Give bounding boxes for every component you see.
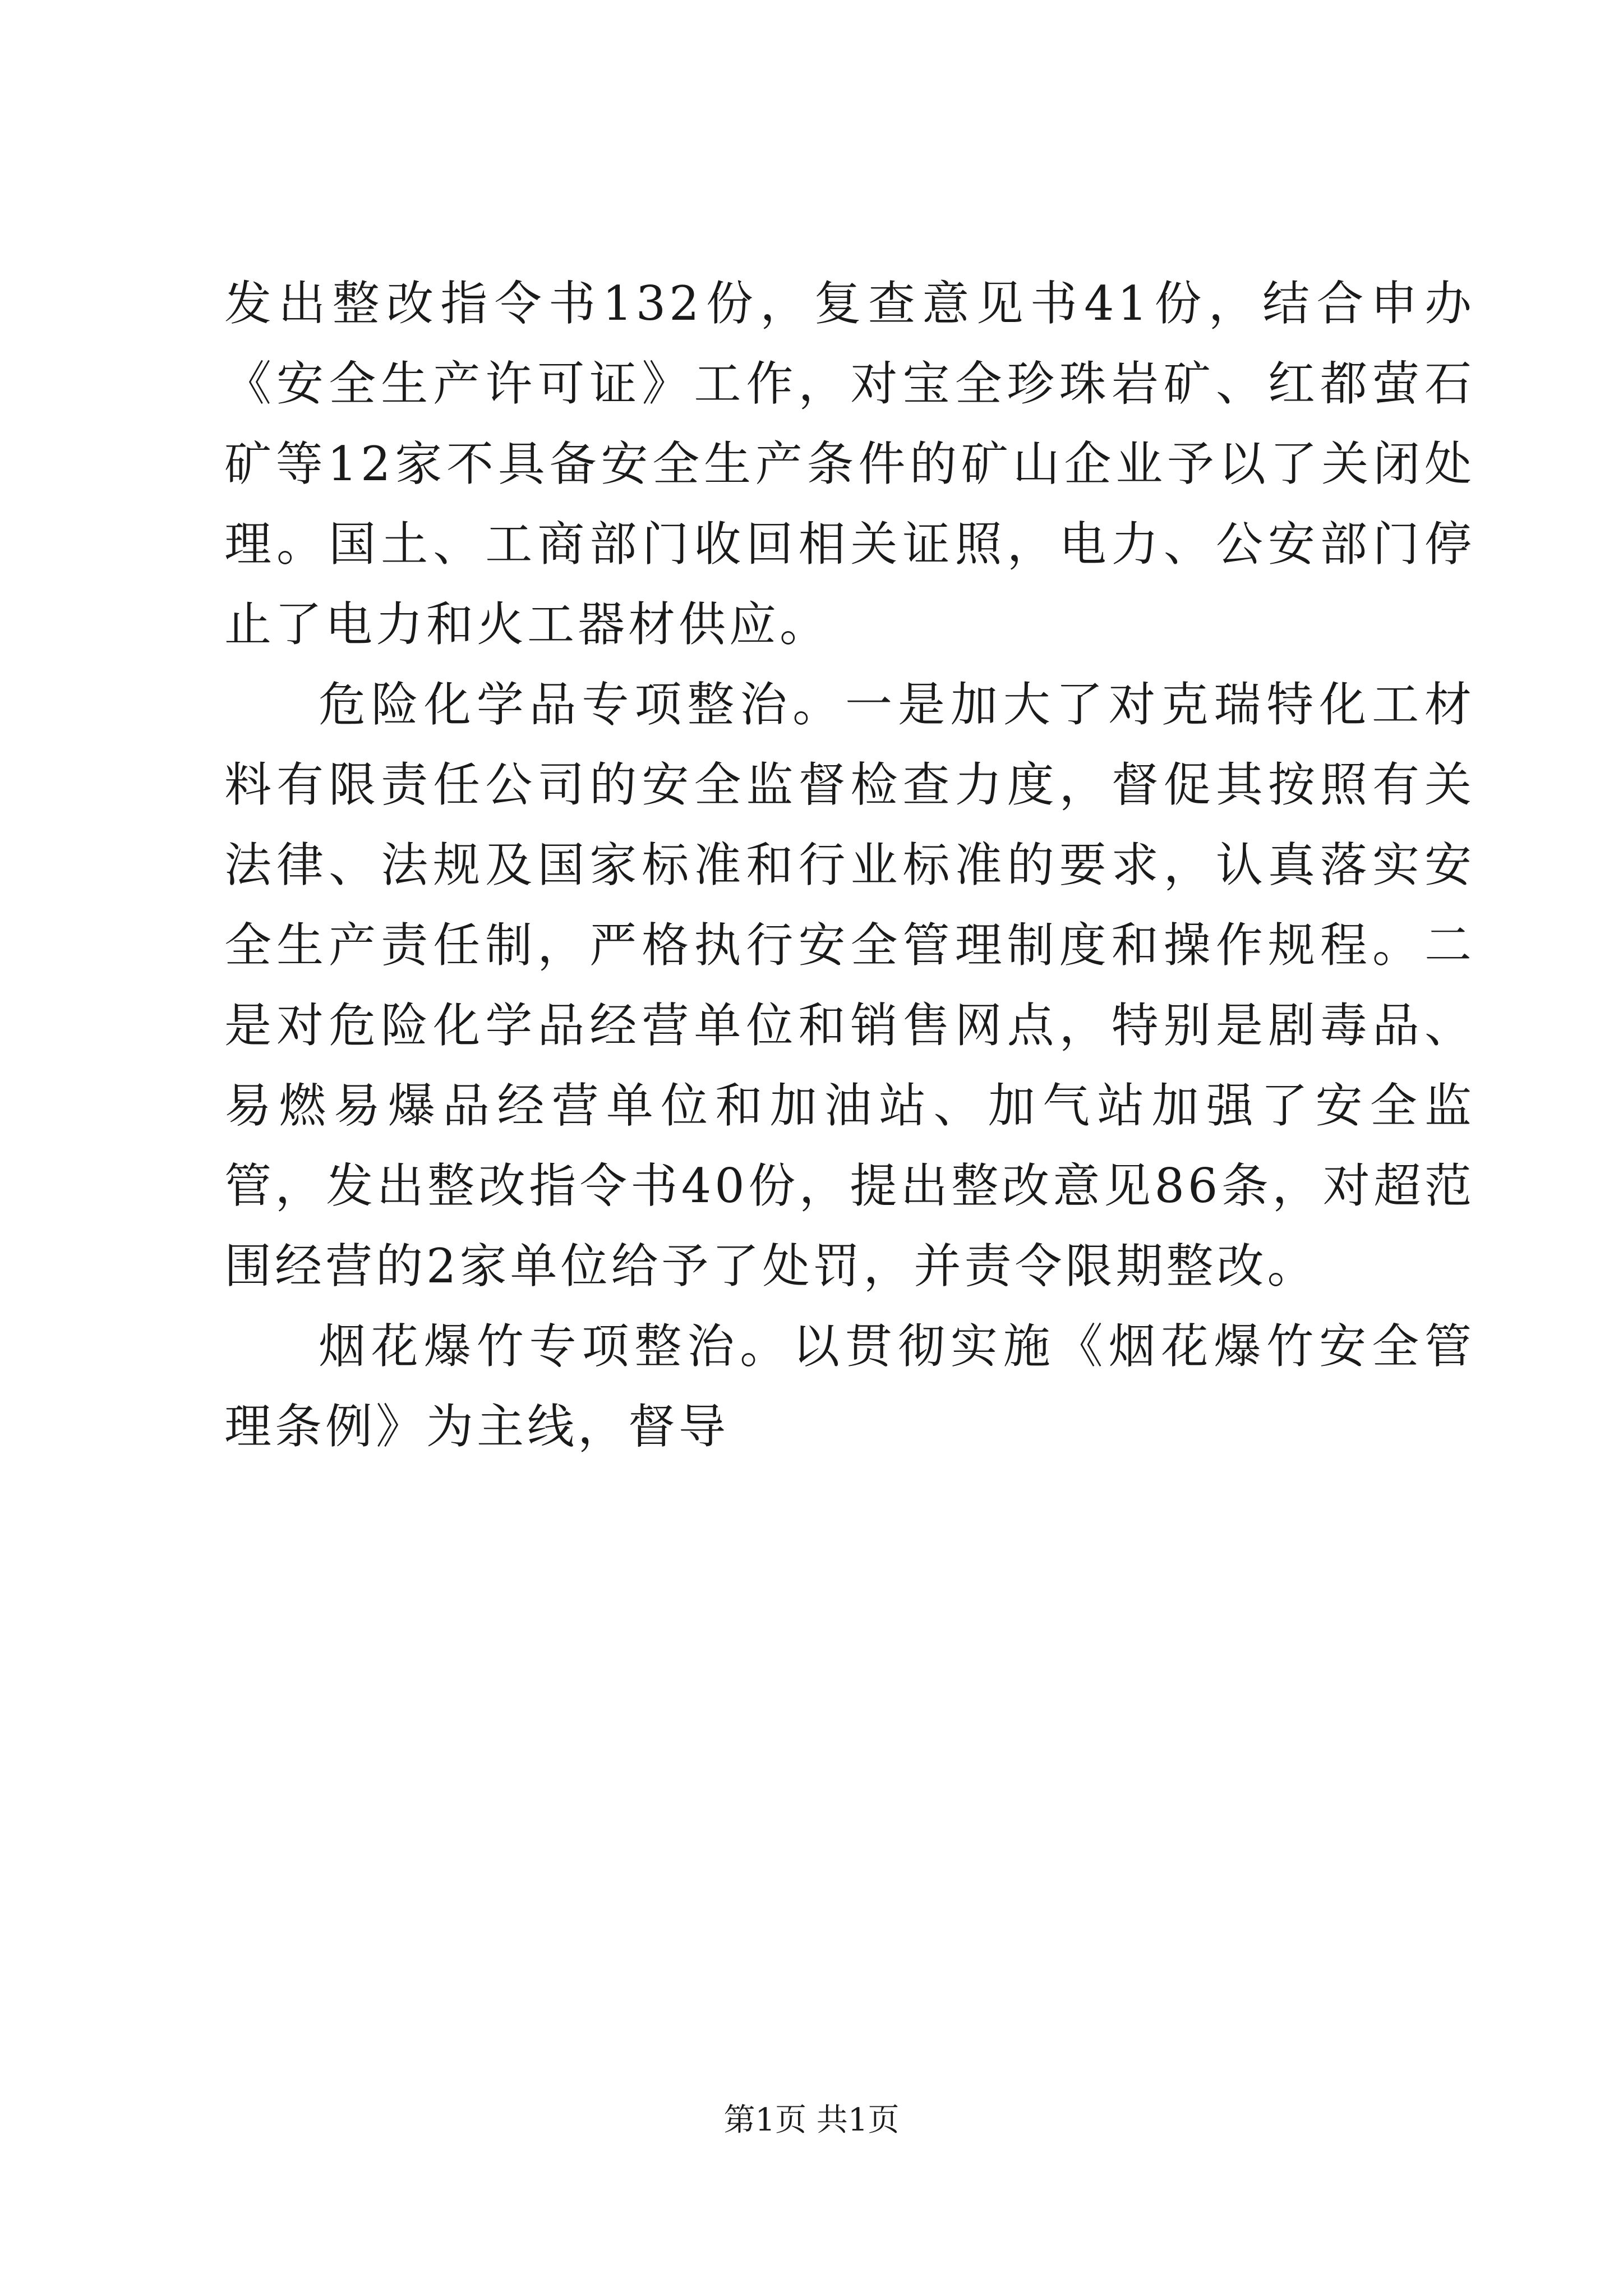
paragraph-fireworks: 烟花爆竹专项整治。以贯彻实施《烟花爆竹安全管理条例》为主线，督导: [224, 1319, 1475, 1454]
page-footer: 第1页 共1页: [723, 2102, 900, 2138]
paragraph-hazardous-chemicals: 危险化学品专项整治。一是加大了对克瑞特化工材料有限责任公司的安全监督检查力度，督促其按照有关法律、法规及国家标准和行业标准的要求，认真落实安全生产责任制，严格执行安全管理制度和操作规程。二是对危险化学品经营单位和销售网点，特别是剧毒品、易燃易爆品经营单位和加油站、加气站加强了安全监管，发出整改指令书40份，提出整改意见86条，对超范围经营的2家单位给予了处罚，并责令限期整改。: [224, 677, 1475, 1294]
document-body: [224, 264, 1475, 1467]
paragraph-continuation: 发出整改指令书132份，复查意见书41份，结合申办《安全生产许可证》工作，对宝全珍珠岩矿、红都萤石矿等12家不具备安全生产条件的矿山企业予以了关闭处理。国土、工商部门收回相关证照，电力、公安部门停止了电力和火工器材供应。: [224, 276, 1476, 652]
